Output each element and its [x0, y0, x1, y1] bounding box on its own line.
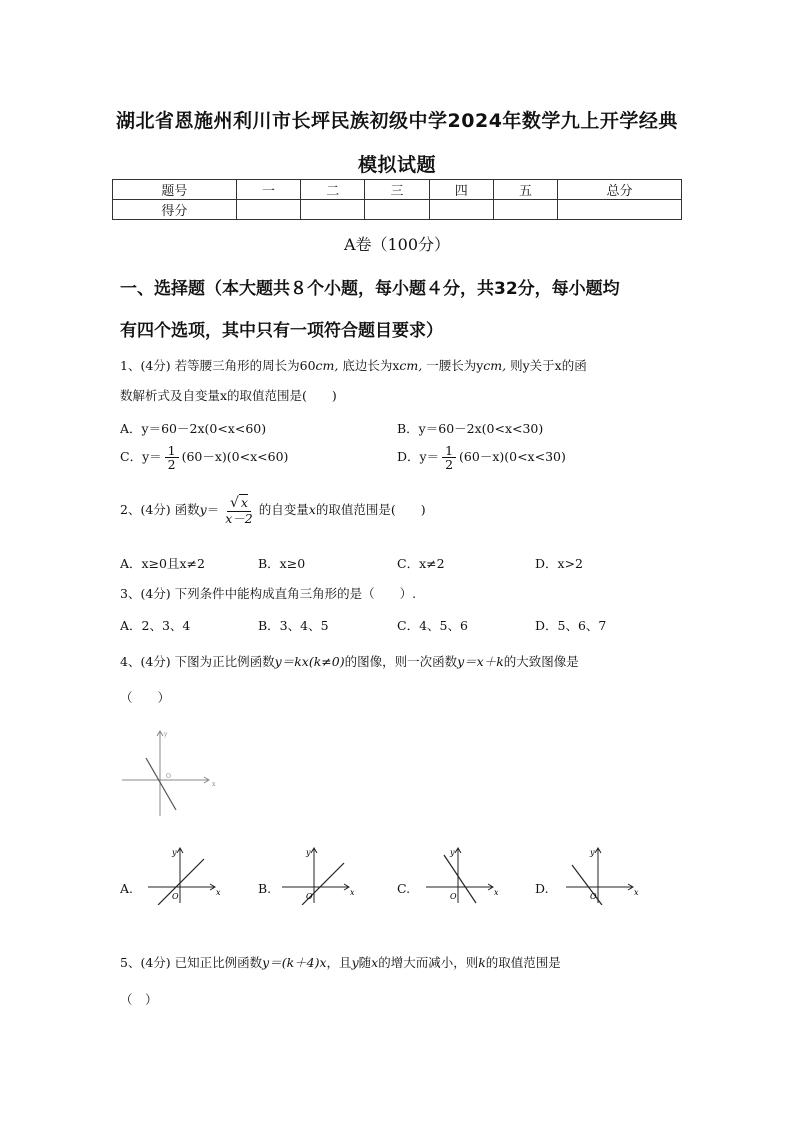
q4-reference-graph: [118, 728, 218, 818]
score-header-cell: 一: [236, 180, 300, 200]
q4-option-b-label[interactable]: B.: [258, 881, 272, 896]
question-5-answer-paren: （ ）: [120, 992, 158, 1007]
origin-label: O: [306, 892, 313, 901]
q2-option-d[interactable]: D．x>2: [535, 556, 583, 571]
score-header-cell: 二: [301, 180, 365, 200]
graph-line: [444, 855, 476, 903]
axis-x-label: x: [350, 888, 355, 897]
q4-option-a-graph[interactable]: [144, 845, 224, 905]
origin-label: O: [166, 773, 171, 780]
q2-option-b[interactable]: B．x≥0: [258, 556, 306, 571]
q1-option-d[interactable]: D．y＝ $\frac{1}{2}$ (60－x)(0<x<30): [397, 443, 566, 473]
score-row-label: 得分: [113, 200, 237, 220]
axis-y-label: y: [306, 848, 311, 857]
score-cell[interactable]: [365, 200, 429, 220]
question-2: 2、(4分) 函数y＝ $\frac{√ x}{x-2}$ 的自变量x的取值范围是( ): [120, 495, 426, 526]
q1-option-b[interactable]: B．y＝60－2x(0<x<30): [397, 421, 544, 436]
q4-option-a-label[interactable]: A.: [120, 881, 134, 896]
section-heading: 一、选择题（本大题共８个小题，每小题４分，共32分，每小题均: [120, 279, 620, 299]
question-3: 3、(4分) 下列条件中能构成直角三角形的是（ ）.: [120, 586, 417, 601]
question-1-line2: 数解析式及自变量x的取值范围是( ): [120, 388, 337, 403]
page-title-line2: 模拟试题: [357, 154, 436, 176]
score-table-header-row: [113, 180, 682, 200]
axis-x-label: x: [216, 888, 221, 897]
fraction: $\frac{√ x}{x-2}$: [225, 495, 253, 526]
q4-option-d-graph[interactable]: [562, 845, 642, 905]
axis-y-label: y: [450, 848, 455, 857]
score-header-cell: 三: [365, 180, 429, 200]
question-4: 4、(4分) 下图为正比例函数y＝kx(k≠0)的图像，则一次函数y＝x＋k的大致图像是: [120, 654, 579, 669]
origin-label: O: [172, 892, 179, 901]
axis-x-label: x: [634, 888, 639, 897]
graph-line: [158, 859, 204, 905]
paper-part-label: A卷（100分）: [343, 235, 451, 254]
score-cell[interactable]: [236, 200, 300, 220]
question-1-line1: 1、(4分) 若等腰三角形的周长为60cm, 底边长为xcm, 一腰长为ycm, 则y关于x的函: [120, 358, 587, 373]
axis-y-label: y: [164, 731, 168, 738]
axis-x-label: x: [494, 888, 499, 897]
q1-option-a[interactable]: A．y＝60－2x(0<x<60): [120, 421, 267, 436]
score-cell[interactable]: [558, 200, 682, 220]
q4-option-b-graph[interactable]: [278, 845, 358, 905]
axis-y-label: y: [172, 848, 177, 857]
q3-option-a[interactable]: A．2、3、4: [120, 618, 191, 633]
question-5: 5、(4分) 已知正比例函数y＝(k＋4)x，且y随x的增大而减小，则k的取值范围是: [120, 955, 561, 970]
fraction: $\frac{1}{2}$: [165, 444, 179, 471]
q3-option-d[interactable]: D．5、6、7: [535, 618, 607, 633]
graph-line-y-kx: [146, 758, 176, 810]
score-cell[interactable]: [493, 200, 557, 220]
q4-option-d-label[interactable]: D.: [535, 881, 549, 896]
score-cell[interactable]: [429, 200, 493, 220]
axis-x-label: x: [212, 781, 216, 788]
question-4-answer-paren: （ ）: [120, 690, 171, 705]
q4-option-c-label[interactable]: C.: [397, 881, 411, 896]
section-heading-line2: 有四个选项，其中只有一项符合题目要求）: [120, 321, 443, 341]
fraction: $\frac{1}{2}$: [442, 444, 456, 471]
q1-option-c[interactable]: C．y＝ $\frac{1}{2}$ (60－x)(0<x<60): [120, 443, 289, 473]
score-table-score-row: [113, 200, 682, 220]
score-header-cell: 总分: [558, 180, 682, 200]
sqrt-icon: √: [229, 495, 239, 511]
score-header-cell: 题号: [113, 180, 237, 200]
score-header-cell: 四: [429, 180, 493, 200]
axis-y-label: y: [590, 848, 595, 857]
q3-option-b[interactable]: B．3、4、5: [258, 618, 329, 633]
score-cell[interactable]: [301, 200, 365, 220]
score-table: [112, 179, 682, 220]
q4-option-c-graph[interactable]: [422, 845, 502, 905]
origin-label: O: [590, 892, 597, 901]
q2-option-a[interactable]: A．x≥0且x≠2: [120, 556, 205, 571]
origin-label: O: [450, 892, 457, 901]
page-title: 湖北省恩施州利川市长坪民族初级中学2024年数学九上开学经典: [116, 110, 678, 132]
q3-option-c[interactable]: C．4、5、6: [397, 618, 468, 633]
score-header-cell: 五: [493, 180, 557, 200]
q2-option-c[interactable]: C．x≠2: [397, 556, 445, 571]
